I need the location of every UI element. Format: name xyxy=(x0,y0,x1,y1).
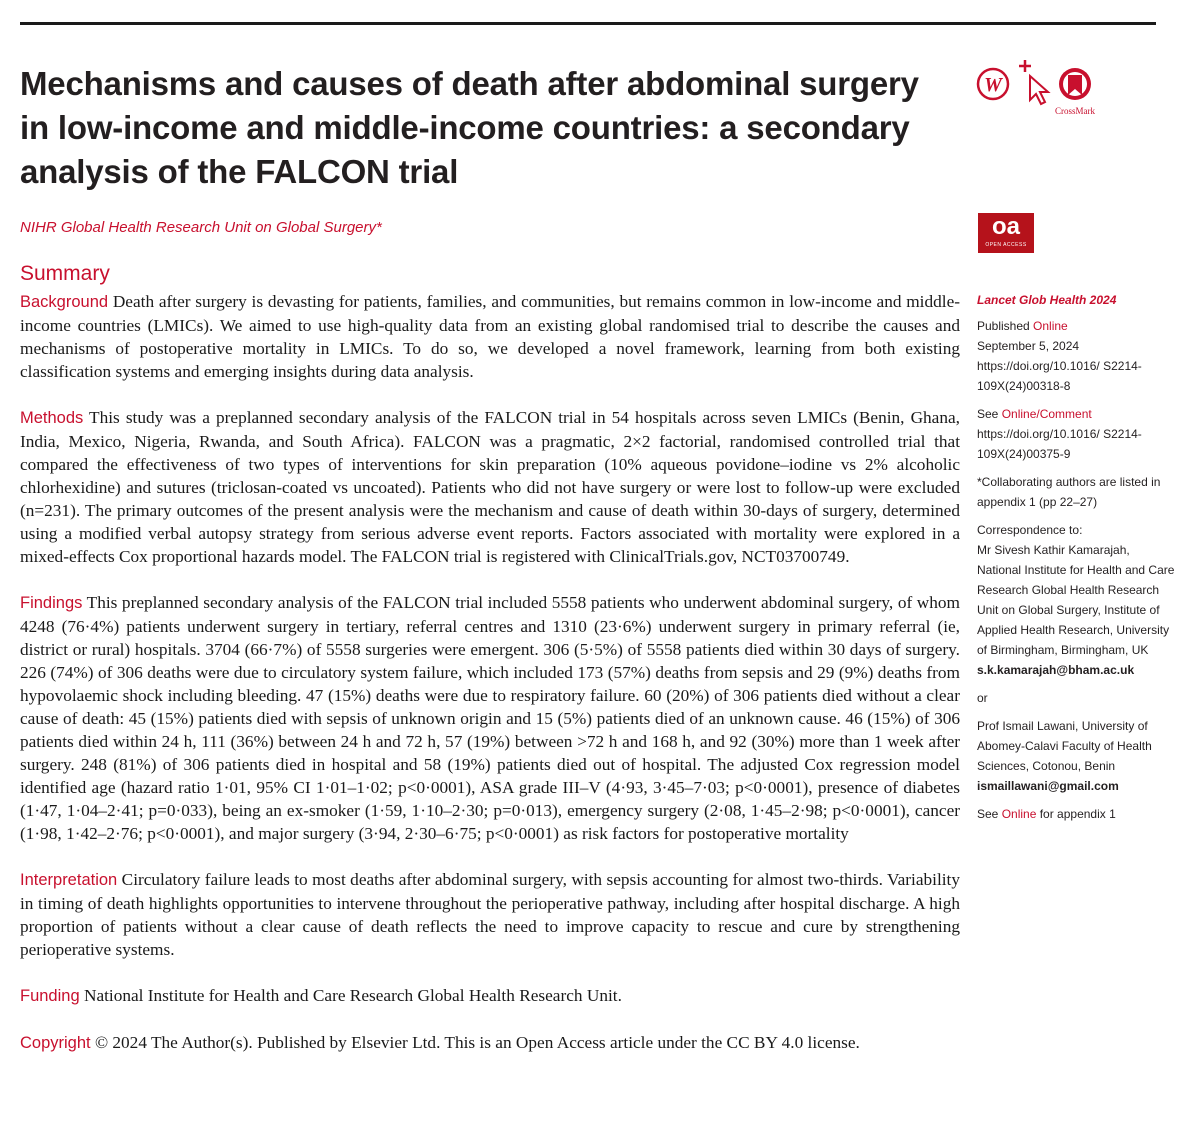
correspondence-2 xyxy=(977,716,1177,796)
crossmark-icon[interactable] xyxy=(1059,68,1091,100)
online-comment-link[interactable]: Online/Comment xyxy=(1001,407,1092,421)
abstract xyxy=(20,290,960,1055)
correspondence-1 xyxy=(977,520,1177,680)
copyright-text: © 2024 The Author(s). Published by Elsevier Ltd. This is an Open Access article under the CC BY 4.0 license. xyxy=(90,1033,860,1052)
background-section xyxy=(20,290,960,383)
summary-heading: Summary xyxy=(20,262,110,285)
email-link-2[interactable]: ismaillawani@gmail.com xyxy=(977,779,1119,793)
sidebar xyxy=(977,290,1177,832)
journal-citation: Lancet Glob Health 2024 xyxy=(977,293,1117,307)
collaborating-note: *Collaborating authors are listed in appendix 1 (pp 22–27) xyxy=(977,475,1161,509)
copyright-label: Copyright xyxy=(20,1034,91,1052)
correspondent-1: Mr Sivesh Kathir Kamarajah, National Institute for Health and Care Research Global Health Research Unit on Global Surgery, Institute of Applied Health Research, University of Birmingham, Birmingham, UK xyxy=(977,543,1175,657)
interpretation-label: Interpretation xyxy=(20,871,118,889)
cursor-plus-icon[interactable] xyxy=(1019,60,1048,104)
funding-text: National Institute for Health and Care Research Global Health Research Unit. xyxy=(79,986,622,1005)
background-label: Background xyxy=(20,293,109,311)
wiley-w-icon[interactable] xyxy=(978,69,1008,99)
appendix-suffix: for appendix 1 xyxy=(1036,807,1116,821)
methods-label: Methods xyxy=(20,409,84,427)
interpretation-section xyxy=(20,868,960,961)
funding-label: Funding xyxy=(20,987,80,1005)
appendix-prefix: See xyxy=(977,807,1002,821)
published-date: September 5, 2024 xyxy=(977,339,1080,353)
svg-text:W: W xyxy=(984,74,1002,96)
published-prefix: Published xyxy=(977,319,1034,333)
published-info xyxy=(977,316,1177,396)
crossmark-label: CrossMark xyxy=(1055,106,1095,116)
correspondent-2: Prof Ismail Lawani, University of Abomey-Calavi Faculty of Health Sciences, Cotonou, Benin xyxy=(977,719,1152,773)
doi-link-2[interactable]: https://doi.org/10.1016/ S2214-109X(24)00375-9 xyxy=(977,427,1142,461)
findings-label: Findings xyxy=(20,594,83,612)
open-access-badge xyxy=(978,213,1034,253)
interpretation-text: Circulatory failure leads to most deaths after abdominal surgery, with sepsis accounting for almost two-thirds. Variability in timing of death highlights opportunities to intervene throughout the perioperative pathway, including after hospital discharge. A high proportion of patients without a clear cause of death reflects the need to improve capacity to rescue and cure by strengthening perioperative systems. xyxy=(20,870,960,959)
background-text: Death after surgery is devasting for patients, families, and communities, but remains common in low-income and middle-income countries (LMICs). We aimed to use high-quality data from an existing global randomised trial to describe the causes and mechanisms of postoperative mortality in LMICs. To do so, we developed a novel framework, learning from both existing classification systems and emerging insights during data analysis. xyxy=(20,292,960,381)
findings-section xyxy=(20,591,960,845)
oa-label: oa xyxy=(991,213,1020,240)
doi-link-1[interactable]: https://doi.org/10.1016/ S2214-109X(24)00318-8 xyxy=(977,359,1142,393)
methods-section xyxy=(20,406,960,568)
top-rule xyxy=(20,22,1156,25)
methods-text: This study was a preplanned secondary analysis of the FALCON trial in 54 hospitals across seven LMICs (Benin, Ghana, India, Mexico, Nigeria, Rwanda, and South Africa). FALCON was a pragmatic, 2×2 factorial, randomised controlled trial that compared the effectiveness of two types of interventions for skin preparation (10% aqueous povidone–iodine vs 2% alcoholic chlorhexidine) and sutures (triclosan-coated vs uncoated). Patients who did not have surgery or were lost to follow-up were excluded (n=231). The primary outcomes of the present analysis were the mechanism and cause of death within 30-days of surgery, determined using a modified verbal autopsy strategy from serious adverse event reports. Factors associated with mortality were explored in a mixed-effects Cox proportional hazards model. The FALCON trial is registered with ClinicalTrials.gov, NCT03700749. xyxy=(20,408,960,566)
funding-section xyxy=(20,984,960,1008)
findings-text: This preplanned secondary analysis of the FALCON trial included 5558 patients who underwent abdominal surgery, of whom 4248 (76·4%) patients underwent surgery in tertiary, referral centres and 1310 (23·6%) underwent surgery in primary referral (ie, district or rural) hospitals. 3704 (66·7%) of 5558 surgeries were emergent. 306 (5·5%) of 5558 patients died within 30 days of surgery. 226 (74%) of 306 deaths were due to circulatory system failure, which included 173 (57%) deaths from sepsis and 29 (9%) deaths from hypovolaemic shock including bleeding. 47 (15%) deaths were due to respiratory failure. 60 (20%) of 306 patients died without a clear cause of death: 45 (15%) patients died with sepsis of unknown origin and 15 (5%) patients died of an unknown cause. 46 (15%) of 306 patients died within 24 h, 111 (36%) between 24 h and 72 h, 57 (19%) between >72 h and 168 h, and 92 (30%) more than 1 week after surgery. 248 (81%) of 306 patients died in hospital and 58 (19%) patients died out of hospital. The adjusted Cox regression model identified age (hazard ratio 1·01, 95% CI 1·01–1·02; p<0·0001), ASA grade III–V (4·93, 3·45–7·03; p<0·0001), presence of diabetes (1·47, 1·04–2·41; p=0·033), being an ex-smoker (1·59, 1·10–2·30; p=0·013), emergency surgery (2·08, 1·45–2·98; p<0·0001), cancer (1·98, 1·42–2·76; p<0·0001), and major surgery (3·94, 2·30–6·75; p<0·0001) as risk factors for postoperative mortality xyxy=(20,593,960,843)
correspondence-label: Correspondence to: xyxy=(977,523,1083,537)
see-prefix: See xyxy=(977,407,1002,421)
or-label: or xyxy=(977,691,988,705)
author-group[interactable]: NIHR Global Health Research Unit on Global Surgery* xyxy=(20,219,382,236)
article-title: Mechanisms and causes of death after abdominal surgery in low-income and middle-income countries: a secondary analysis of the FALCON trial xyxy=(20,65,919,190)
appendix-online-link[interactable]: Online xyxy=(1001,807,1037,821)
published-online-link[interactable]: Online xyxy=(1033,319,1068,333)
oa-sub-label: OPEN ACCESS xyxy=(985,242,1027,248)
appendix-note xyxy=(977,804,1177,824)
copyright-section xyxy=(20,1031,960,1055)
comment-info xyxy=(977,404,1177,464)
email-link-1[interactable]: s.k.kamarajah@bham.ac.uk xyxy=(977,663,1135,677)
